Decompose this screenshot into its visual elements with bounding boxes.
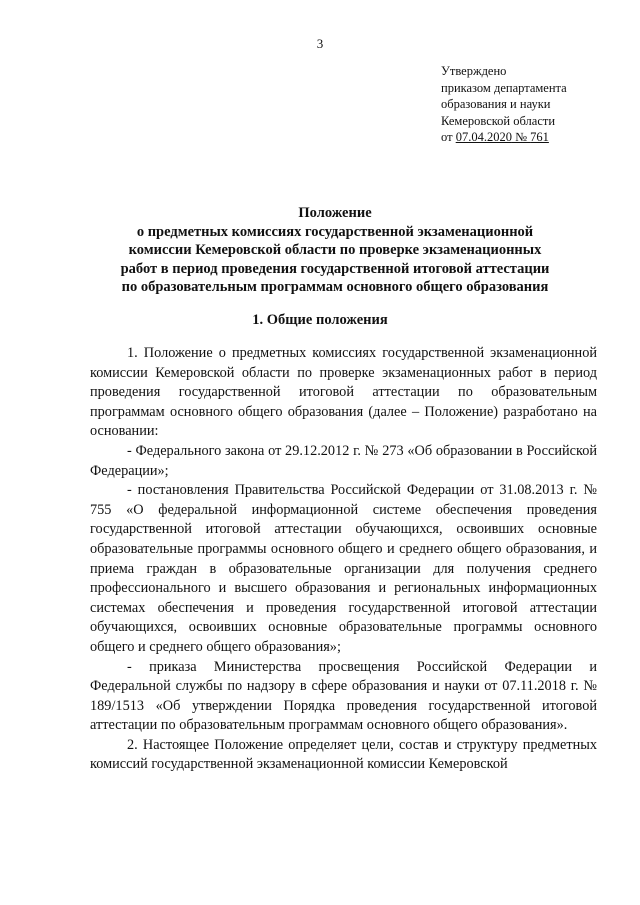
paragraph: 1. Положение о предметных комиссиях государственной экзаменационной комиссии Кемеровской области по проверке экзаменационных работ в период проведения государственной итоговой аттестации по образовательным программам основного общего образования (далее – Положение) разработано на основании:: [90, 345, 597, 440]
approval-line: приказом департамента: [441, 80, 567, 95]
approval-date: 07.04.2020: [455, 130, 512, 144]
title-line: комиссии Кемеровской области по проверке экзаменационных: [128, 242, 542, 258]
paragraph: 2. Настоящее Положение определяет цели, состав и структуру предметных комиссий государственной экзаменационной комиссии Кемеровской: [90, 736, 597, 773]
paragraph: - приказа Министерства просвещения Российской Федерации и Федеральной службы по надзору в сфере образования и науки от 07.11.2018 г. № 189/1513 «Об утверждении Порядка проведения государственной итоговой аттестации по образовательным программам основного общего образования».: [90, 658, 597, 734]
approval-line: Кемеровской области: [441, 113, 556, 128]
body-text: [90, 344, 597, 775]
paragraph: - постановления Правительства Российской Федерации от 31.08.2013 г. № 755 «О федеральной информационной системе обеспечения проведения государственной итоговой аттестации обучающихся, освоивших основные образовательные программы основного общего и среднего общего образования, и приема граждан в образовательные организации для получения среднего профессионального и высшего образования и региональных информационных системах обеспечения и проведения государственной итоговой аттестации обучающихся, освоивших основные образовательные программы основного общего и среднего общего образования»;: [90, 482, 597, 655]
page-number: 3: [316, 36, 324, 51]
approval-stamp: [441, 63, 567, 146]
approval-line: Утверждено: [441, 64, 507, 78]
approval-line: образования и науки: [441, 97, 551, 111]
document-title: [80, 204, 590, 297]
approval-number: 761: [530, 130, 549, 144]
approval-prefix: от: [441, 130, 456, 144]
section-heading: 1. Общие положения: [252, 312, 388, 328]
title-line: работ в период проведения государственной итоговой аттестации: [120, 260, 550, 277]
title-line: Положение: [298, 205, 372, 221]
paragraph: - Федерального закона от 29.12.2012 г. № 273 «Об образовании в Российской Федерации»;: [90, 442, 597, 479]
approval-date-line: [441, 129, 567, 146]
title-line: о предметных комиссиях государственной экзаменационной: [136, 223, 534, 240]
approval-number-sign: №: [511, 130, 531, 144]
title-line: по образовательным программам основного общего образования: [121, 279, 549, 295]
